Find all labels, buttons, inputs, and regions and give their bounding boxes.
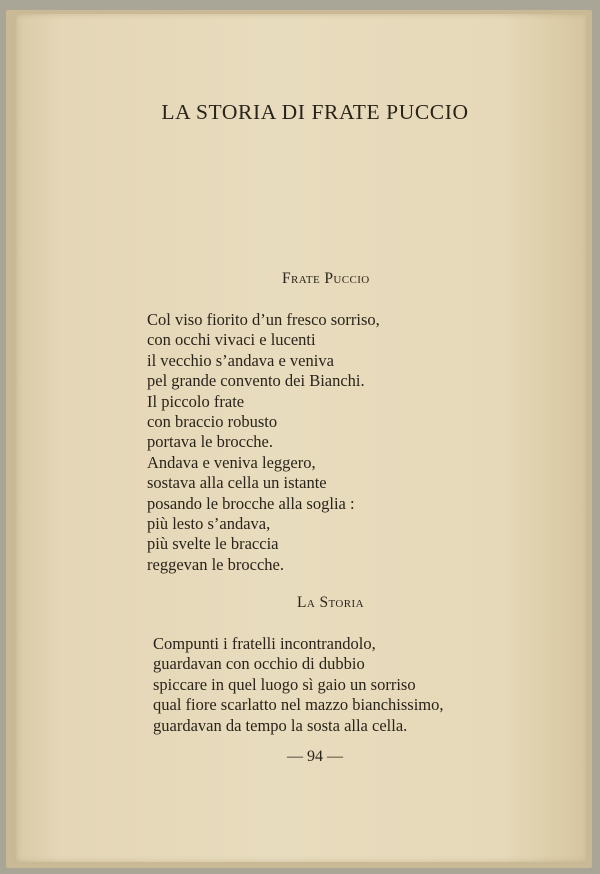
verse-line: Andava e veniva leggero, [147, 452, 316, 472]
section-heading-la-storia: La Storia [297, 594, 364, 611]
verse-line: qual fiore scarlatto nel mazzo bianchissimo, [153, 695, 444, 715]
verse-line: Compunti i fratelli incontrandolo, [153, 634, 376, 653]
section-heading-frate-puccio: Frate Puccio [282, 270, 370, 287]
verse-line: sostava alla cella un istante [147, 473, 327, 493]
verse-line: guardavan con occhio di dubbio [153, 654, 365, 674]
book-page [14, 14, 586, 862]
page-title: LA STORIA DI FRATE PUCCIO [161, 100, 469, 124]
verse-line: reggevan le brocche. [147, 554, 284, 574]
verse-line: pel grande convento dei Bianchi. [147, 371, 365, 391]
stanza-frate-puccio [147, 310, 380, 575]
verse-line: guardavan da tempo la sosta alla cella. [153, 715, 408, 735]
verse-line: con braccio robusto [147, 412, 278, 432]
page-number: — 94 — [287, 748, 343, 765]
verse-line: Col viso fiorito d’un fresco sorriso, [147, 310, 380, 329]
verse-line: più lesto s’andava, [147, 514, 271, 534]
verse-line: il vecchio s’andava e veniva [147, 350, 334, 370]
verse-line: Il piccolo frate [147, 391, 245, 411]
verse-line: più svelte le braccia [147, 534, 279, 554]
verse-line: portava le brocche. [147, 432, 273, 452]
verse-line: con occhi vivaci e lucenti [147, 330, 316, 350]
verse-line: spiccare in quel luogo sì gaio un sorriso [153, 674, 416, 694]
verse-line: posando le brocche alla soglia : [147, 493, 355, 513]
stanza-la-storia [153, 634, 443, 736]
